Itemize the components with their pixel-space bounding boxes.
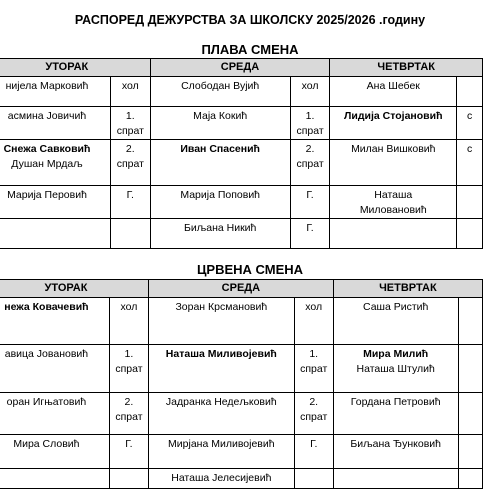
red-header-row bbox=[0, 280, 483, 298]
location-cell-thursday: с bbox=[457, 107, 483, 140]
teacher-name: Марија Перовић bbox=[7, 189, 87, 201]
location-cell-tuesday bbox=[109, 469, 148, 489]
teacher-cell-thursday bbox=[330, 219, 457, 249]
location-cell-wednesday: хол bbox=[290, 77, 330, 107]
teacher-name: Милан Вишковић bbox=[351, 143, 436, 155]
schedule-row bbox=[0, 107, 483, 140]
teacher-cell-thursday bbox=[333, 345, 458, 393]
location-cell-wednesday: 1. спрат bbox=[294, 345, 333, 393]
location-cell-tuesday: 1. спрат bbox=[109, 345, 148, 393]
teacher-name: Јадранка Недељковић bbox=[165, 396, 277, 408]
location-cell-wednesday: 1. спрат bbox=[290, 107, 330, 140]
teacher-name: асмина Јовичић bbox=[7, 110, 87, 122]
location-cell-tuesday: 2. спрат bbox=[109, 393, 148, 435]
teacher-cell-wednesday bbox=[150, 107, 290, 140]
teacher-cell-tuesday bbox=[0, 107, 111, 140]
teacher-cell-thursday bbox=[333, 393, 458, 435]
teacher-cell-thursday bbox=[330, 186, 457, 219]
teacher-name: Наташа Штулић bbox=[356, 363, 435, 375]
day-header-tuesday: УТОРАК bbox=[0, 280, 148, 298]
schedule-row bbox=[0, 298, 483, 345]
teacher-name: Мира Словић bbox=[13, 438, 80, 450]
teacher-name: нијела Марковић bbox=[5, 80, 89, 92]
teacher-name: Саша Ристић bbox=[363, 301, 429, 313]
day-header-tuesday: УТОРАК bbox=[0, 59, 150, 77]
teacher-cell-thursday bbox=[330, 77, 457, 107]
red-shift-heading: ЦРВЕНА СМЕНА bbox=[196, 262, 304, 277]
schedule-row bbox=[0, 469, 483, 489]
location-cell-tuesday: хол bbox=[111, 77, 151, 107]
location-cell-tuesday: Г. bbox=[109, 435, 148, 469]
schedule-row bbox=[0, 77, 483, 107]
teacher-cell-tuesday bbox=[0, 77, 111, 107]
teacher-name: Снежа Савковић bbox=[3, 143, 91, 155]
blue-shift-heading: ПЛАВА СМЕНА bbox=[201, 42, 299, 57]
teacher-cell-tuesday bbox=[0, 186, 111, 219]
teacher-cell-wednesday bbox=[150, 186, 290, 219]
location-cell-tuesday: хол bbox=[109, 298, 148, 345]
teacher-cell-wednesday bbox=[148, 469, 294, 489]
schedule-row bbox=[0, 345, 483, 393]
teacher-cell-wednesday bbox=[148, 345, 294, 393]
blue-header-row bbox=[0, 59, 483, 77]
teacher-name: Маја Кокић bbox=[193, 110, 248, 122]
schedule-row bbox=[0, 186, 483, 219]
teacher-cell-wednesday bbox=[150, 219, 290, 249]
day-header-wednesday: СРЕДА bbox=[148, 280, 333, 298]
location-cell-wednesday: Г. bbox=[290, 219, 330, 249]
teacher-cell-tuesday bbox=[0, 140, 111, 186]
page-title: РАСПОРЕД ДЕЖУРСТВА ЗА ШКОЛСКУ 2025/2026 .годину bbox=[74, 13, 426, 27]
teacher-name: Мира Милић bbox=[363, 348, 429, 360]
teacher-name: Марија Поповић bbox=[180, 189, 261, 201]
teacher-name: Наташа bbox=[374, 189, 413, 201]
location-cell-wednesday: 2. спрат bbox=[290, 140, 330, 186]
teacher-name: Биљана Ђунковић bbox=[350, 438, 441, 450]
teacher-cell-thursday bbox=[330, 140, 457, 186]
location-cell-thursday bbox=[457, 77, 483, 107]
teacher-cell-wednesday bbox=[148, 298, 294, 345]
location-cell-wednesday: Г. bbox=[290, 186, 330, 219]
teacher-name: авица Јовановић bbox=[4, 348, 89, 360]
teacher-name: Мирјана Миливојевић bbox=[168, 438, 275, 450]
location-cell-thursday bbox=[458, 298, 482, 345]
location-cell-wednesday bbox=[294, 469, 333, 489]
location-cell-thursday bbox=[457, 219, 483, 249]
teacher-cell-tuesday bbox=[0, 393, 109, 435]
blue-shift-table bbox=[0, 58, 483, 249]
location-cell-thursday bbox=[458, 345, 482, 393]
day-header-thursday: ЧЕТВРТАК bbox=[333, 280, 482, 298]
location-cell-thursday bbox=[458, 469, 482, 489]
teacher-cell-tuesday bbox=[0, 298, 109, 345]
location-cell-tuesday: 1. спрат bbox=[111, 107, 151, 140]
teacher-name: Миловановић bbox=[359, 204, 427, 216]
location-cell-tuesday: Г. bbox=[111, 186, 151, 219]
schedule-row bbox=[0, 140, 483, 186]
teacher-name: Наташа Јелесијевић bbox=[171, 472, 272, 484]
schedule-row bbox=[0, 393, 483, 435]
teacher-cell-tuesday bbox=[0, 219, 111, 249]
teacher-cell-thursday bbox=[333, 298, 458, 345]
teacher-name: Душан Мрдаљ bbox=[11, 158, 83, 170]
location-cell-wednesday: Г. bbox=[294, 435, 333, 469]
teacher-name: Лидија Стојановић bbox=[344, 110, 443, 122]
schedule-row bbox=[0, 435, 483, 469]
location-cell-thursday: с bbox=[457, 140, 483, 186]
location-cell-wednesday: хол bbox=[294, 298, 333, 345]
schedule-row bbox=[0, 219, 483, 249]
teacher-name: Наташа Миливојевић bbox=[165, 348, 277, 360]
teacher-cell-tuesday bbox=[0, 435, 109, 469]
teacher-cell-wednesday bbox=[148, 435, 294, 469]
teacher-cell-thursday bbox=[333, 469, 458, 489]
teacher-name: Биљана Никић bbox=[183, 222, 257, 234]
red-shift-table bbox=[0, 279, 483, 489]
teacher-name: Гордана Петровић bbox=[350, 396, 441, 408]
location-cell-tuesday bbox=[111, 219, 151, 249]
teacher-cell-wednesday bbox=[150, 77, 290, 107]
location-cell-wednesday: 2. спрат bbox=[294, 393, 333, 435]
location-cell-thursday bbox=[458, 435, 482, 469]
teacher-cell-wednesday bbox=[148, 393, 294, 435]
teacher-cell-wednesday bbox=[150, 140, 290, 186]
teacher-cell-thursday bbox=[333, 435, 458, 469]
teacher-name: оран Игњатовић bbox=[6, 396, 87, 408]
day-header-thursday: ЧЕТВРТАК bbox=[330, 59, 483, 77]
day-header-wednesday: СРЕДА bbox=[150, 59, 330, 77]
teacher-name: Иван Спасенић bbox=[180, 143, 260, 155]
teacher-name: Ана Шебек bbox=[366, 80, 420, 92]
teacher-name: Зоран Крсмановић bbox=[175, 301, 268, 313]
teacher-name: нежа Ковачевић bbox=[4, 301, 89, 313]
location-cell-tuesday: 2. спрат bbox=[111, 140, 151, 186]
teacher-cell-tuesday bbox=[0, 469, 109, 489]
location-cell-thursday bbox=[457, 186, 483, 219]
teacher-name: Слободан Вујић bbox=[181, 80, 260, 92]
teacher-cell-thursday bbox=[330, 107, 457, 140]
teacher-cell-tuesday bbox=[0, 345, 109, 393]
location-cell-thursday bbox=[458, 393, 482, 435]
